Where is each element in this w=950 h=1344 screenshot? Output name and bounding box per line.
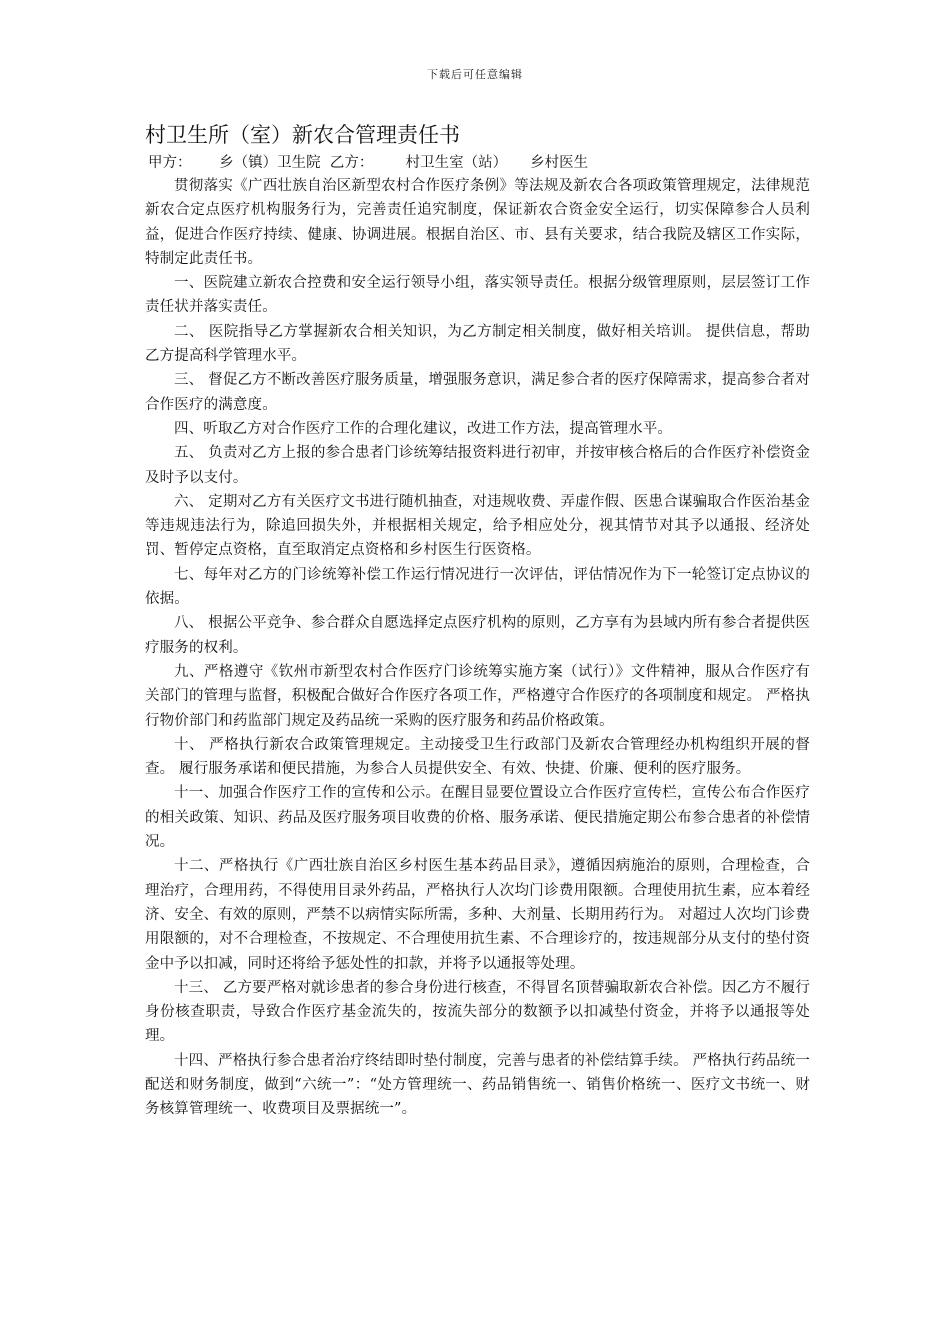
paragraph-clause-10: 十、 严格执行新农合政策管理规定。主动接受卫生行政部门及新农合管理经办机构组织开展的督查。 履行服务承诺和便民措施，为参合人员提供安全、有效、快捷、价廉、便利的医疗服务。 (145, 736, 810, 778)
header-note: 下载后可任意编辑 (427, 68, 523, 81)
paragraph-clause-8: 八、 根据公平竞争、参合群众自愿选择定点医疗机构的原则，乙方享有为县域内所有参合者提供医疗服务的权利。 (145, 615, 810, 656)
paragraph-clause-7: 七、每年对乙方的门诊统筹补偿工作运行情况进行一次评估，评估情况作为下一轮签订定点协议的依据。 (145, 566, 810, 608)
paragraph-clause-14: 十四、严格执行参合患者治疗终结即时垫付制度，完善与患者的补偿结算手续。 严格执行药品统一配送和财务制度，做到“六统一”：“处方管理统一、药品销售统一、销售价格统一、医疗文书统一、财务核算管理统一、收费项目及票据统一”。 (145, 1052, 810, 1118)
paragraph-clause-13: 十三、 乙方要严格对就诊患者的参合身份进行核查，不得冒名顶替骗取新农合补偿。因乙方不履行身份核查职责，导致合作医疗基金流失的，按流失部分的数额予以扣减垫付资金，并将予以通报等处理。 (145, 979, 810, 1045)
paragraph-clause-6: 六、 定期对乙方有关医疗文书进行随机抽查，对违规收费、弄虚作假、医患合谋骗取合作医治基金等违规违法行为，除追回损失外，并根据相关规定，给予相应处分，视其情节对其予以通报、经济处罚、暂停定点资格，直至取消定点资格和乡村医生行医资格。 (145, 493, 810, 559)
paragraph-clause-12: 十二、严格执行《广西壮族自治区乡村医生基本药品目录》，遵循因病施治的原则，合理检查，合理治疗，合理用药，不得使用目录外药品，严格执行人次均门诊费用限额。合理使用抗生素，应本着经济、安全、有效的原则，严禁不以病情实际所需，多种、大剂量、长期用药行为。 对超过人次均门诊费用限额的，对不合理检查，不按规定、不合理使用抗生素、不合理诊疗的，按违规部分从支付的垫付资金中予以扣减，同时还将给予惩处性的扣款，并将予以通报等处理。 (145, 858, 810, 972)
paragraph-clause-2: 二、 医院指导乙方掌握新农合相关知识，为乙方制定相关制度，做好相关培训。 提供信息，帮助乙方提高科学管理水平。 (145, 323, 810, 365)
paragraph-clause-5: 五、 负责对乙方上报的参合患者门诊统筹结报资料进行初审，并按审核合格后的合作医疗补偿资金及时予以支付。 (145, 445, 810, 486)
paragraph-clause-4: 四、听取乙方对合作医疗工作的合理化建议，改进工作方法，提高管理水平。 (174, 420, 673, 437)
parties-line: 甲方： 乡（镇）卫生院 乙方： 村卫生室（站） 乡村医生 (148, 155, 589, 171)
paragraph-clause-1: 一、医院建立新农合控费和安全运行领导小组，落实领导责任。根据分级管理原则，层层签订工作责任状并落实责任。 (145, 275, 810, 316)
paragraph-intro: 贯彻落实《广西壮族自治区新型农村合作医疗条例》等法规及新农合各项政策管理规定，法律规范新农合定点医疗机构服务行为，完善责任追究制度，保证新农合资金安全运行，切实保障参合人员利益，促进合作医疗持续、健康、协调进展。根据自治区、市、县有关要求，结合我院及辖区工作实际，特制定此责任书。 (145, 178, 810, 267)
document-body (145, 118, 810, 1122)
paragraph-clause-3: 三、 督促乙方不断改善医疗服务质量，增强服务意识，满足参合者的医疗保障需求，提高参合者对合作医疗的满意度。 (145, 372, 810, 413)
paragraph-clause-9: 九、严格遵守《钦州市新型农村合作医疗门诊统筹实施方案（试行）》文件精神，服从合作医疗有关部门的管理与监督，积极配合做好合作医疗各项工作，严格遵守合作医疗的各项制度和规定。 严格执行物价部门和药监部门规定及药品统一采购的医疗服务和药品价格政策。 (145, 663, 810, 729)
document-title: 村卫生所（室）新农合管理责任书 (145, 123, 460, 147)
paragraph-clause-11: 十一、加强合作医疗工作的宣传和公示。在醒目显要位置设立合作医疗宣传栏，宣传公布合作医疗的相关政策、知识、药品及医疗服务项目收费的价格、服务承诺、便民措施定期公布参合患者的补偿情况。 (145, 785, 810, 851)
